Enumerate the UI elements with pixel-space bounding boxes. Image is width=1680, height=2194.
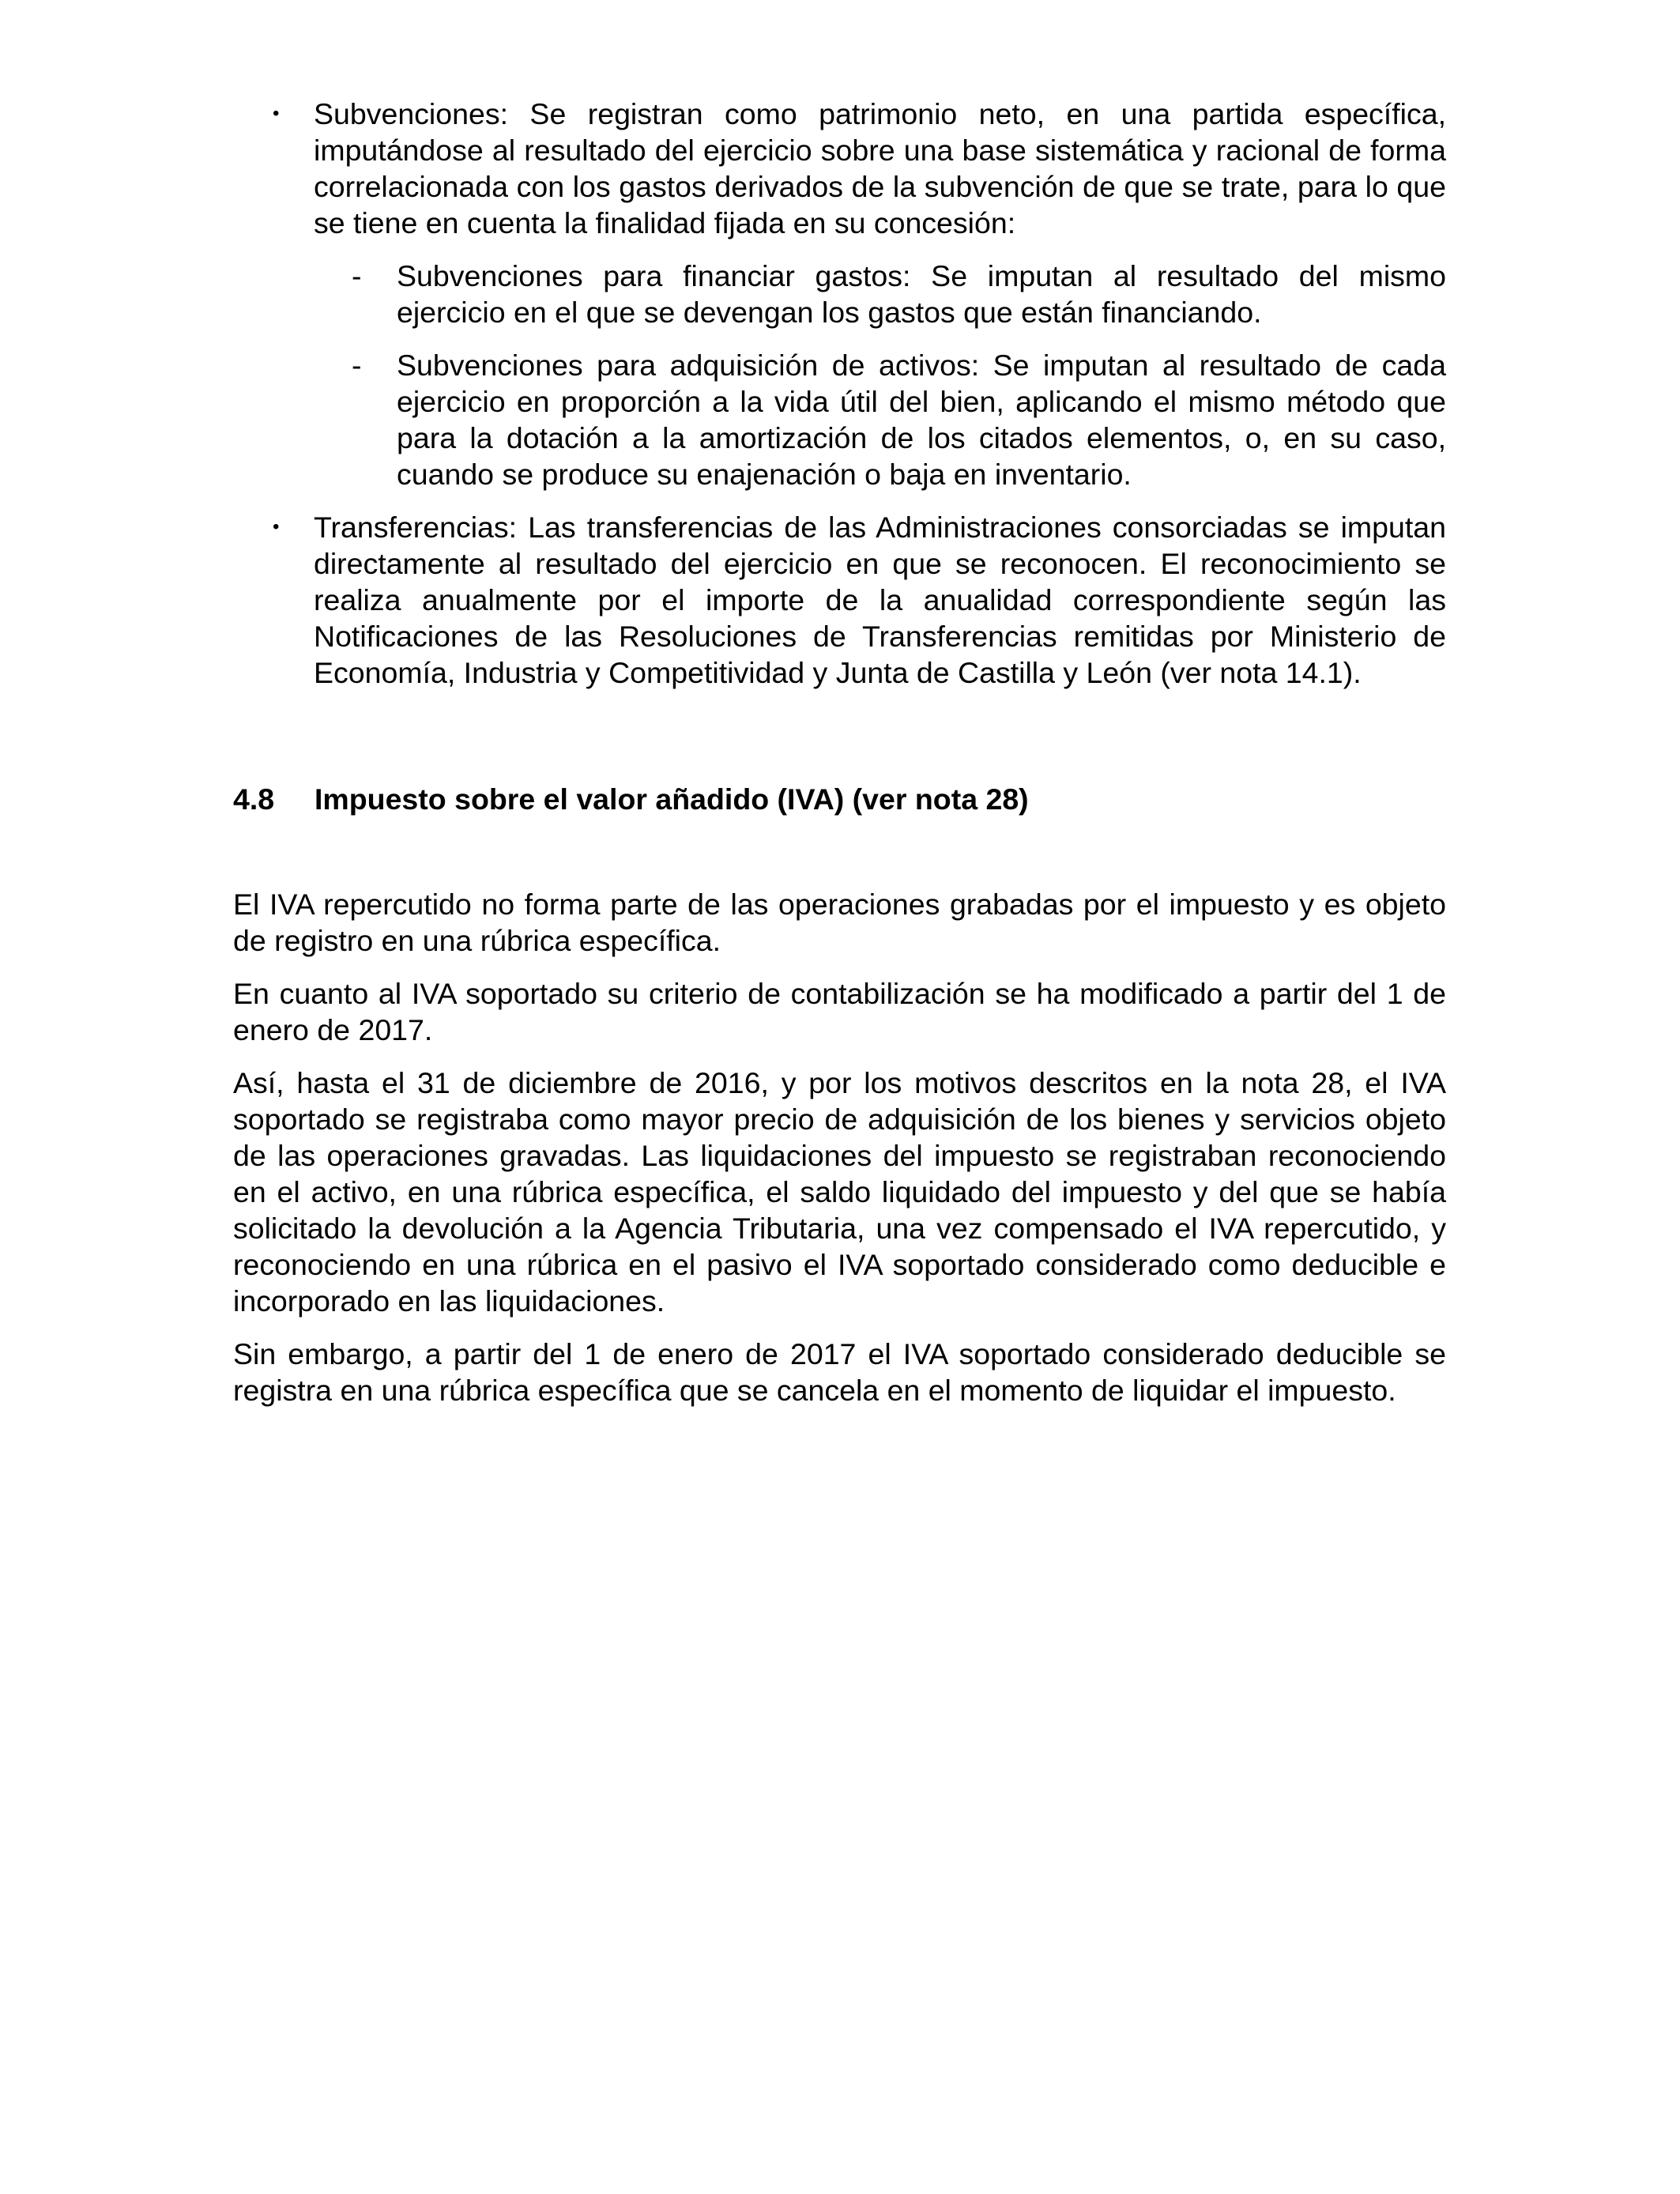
section-body xyxy=(233,886,1446,1425)
sub-item-text: Subvenciones para financiar gastos: Se imputan al resultado del mismo ejercicio en el que se devengan los gastos que están financiando. xyxy=(397,259,1446,329)
bullet-text: Subvenciones: Se registran como patrimonio neto, en una partida específica, imputándose al resultado del ejercicio sobre una base sistemática y racional de forma correlacionada con los gastos derivados de la subvención de que se trate, para lo que se tiene en cuenta la finalidad fijada en su concesión: xyxy=(314,97,1446,239)
sub-item-text: Subvenciones para adquisición de activos: Se imputan al resultado de cada ejercicio en proporción a la vida útil del bien, aplicando el mismo método que para la dotación a la amortización de los citados elementos, o, en su caso, cuando se produce su enajenación o baja en inventario. xyxy=(397,349,1446,491)
sub-item-activos xyxy=(233,347,1446,492)
section-heading xyxy=(233,781,1029,817)
dash-icon: - xyxy=(352,349,362,382)
bullet-text: Transferencias: Las transferencias de las Administraciones consorciadas se imputan directamente al resultado del ejercicio en que se reconocen. El reconocimiento se realiza anualmente por el importe de la anualidad correspondiente según las Notificaciones de las Resoluciones de Transferencias remitidas por Ministerio de Economía, Industria y Competitividad y Junta de Castilla y León (ver nota 14.1). xyxy=(314,511,1446,689)
paragraph: En cuanto al IVA soportado su criterio de contabilización se ha modificado a partir del 1 de enero de 2017. xyxy=(233,977,1446,1046)
bullet-item-transferencias xyxy=(233,509,1446,691)
sub-item-gastos xyxy=(233,258,1446,330)
dash-icon: - xyxy=(352,259,362,292)
paragraph: Sin embargo, a partir del 1 de enero de 2017 el IVA soportado considerado deducible se registra en una rúbrica específica que se cancela en el momento de liquidar el impuesto. xyxy=(233,1337,1446,1407)
section-number: 4.8 xyxy=(233,782,275,816)
section-title: Impuesto sobre el valor añadido (IVA) (ver nota 28) xyxy=(315,782,1029,816)
bullet-icon: • xyxy=(273,103,280,124)
bullet-list xyxy=(233,96,1446,691)
paragraph: Así, hasta el 31 de diciembre de 2016, y por los motivos descritos en la nota 28, el IVA soportado se registraba como mayor precio de adquisición de los bienes y servicios objeto de las operaciones gravadas. Las liquidaciones del impuesto se registraban reconociendo en el activo, en una rúbrica específica, el saldo liquidado del impuesto y del que se había solicitado la devolución a la Agencia Tributaria, una vez compensado el IVA repercutido, y reconociendo en una rúbrica en el pasivo el IVA soportado considerado como deducible e incorporado en las liquidaciones. xyxy=(233,1066,1446,1318)
bullet-icon: • xyxy=(273,516,280,537)
paragraph: El IVA repercutido no forma parte de las operaciones grabadas por el impuesto y es objeto de registro en una rúbrica específica. xyxy=(233,888,1446,957)
bullet-item-subvenciones xyxy=(233,96,1446,492)
